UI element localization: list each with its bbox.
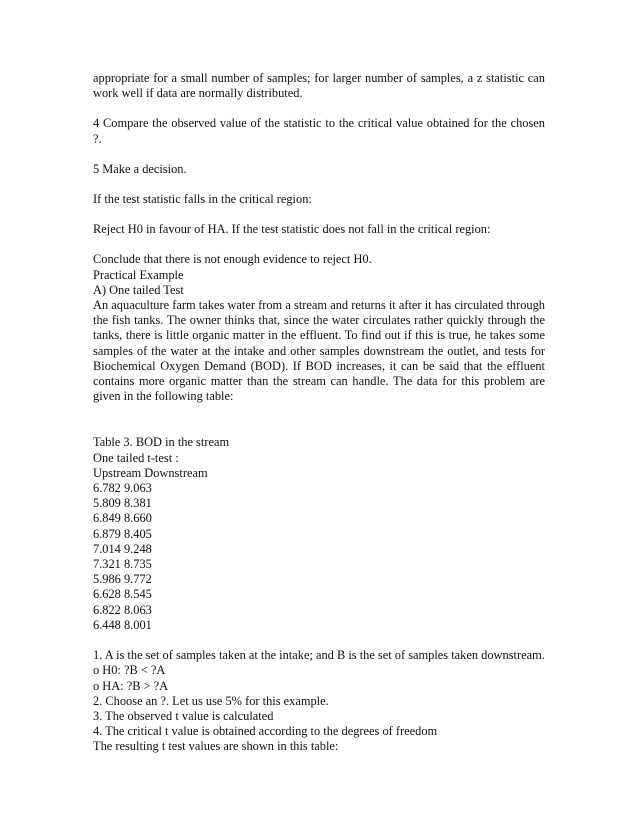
heading-practical-example: Practical Example	[93, 267, 184, 282]
null-hypothesis: o H0: ?B < ?A	[93, 663, 166, 678]
paragraph-intro: appropriate for a small number of samples; for larger number of samples, a z statistic can work well if data are normally distributed.	[93, 71, 545, 101]
step-4-critical-t: 4. The critical t value is obtained according to the degrees of freedom	[93, 724, 438, 739]
paragraph-critical-region: If the test statistic falls in the critical region:	[93, 192, 312, 207]
table-row: 5.809 8.381	[93, 496, 152, 511]
paragraph-step-4: 4 Compare the observed value of the statistic to the critical value obtained for the chosen ?.	[93, 116, 545, 146]
table-row: 6.782 9.063	[93, 481, 152, 496]
step-2-alpha: 2. Choose an ?. Let us use 5% for this example.	[93, 693, 329, 708]
table-row: 7.321 8.735	[93, 557, 152, 572]
step-1-definition: 1. A is the set of samples taken at the intake; and B is the set of samples taken downstream.	[93, 648, 545, 663]
table-row: 7.014 9.248	[93, 541, 152, 556]
table-subtitle: One tailed t-test :	[93, 450, 179, 465]
document-page	[93, 71, 545, 755]
bod-table	[93, 435, 545, 633]
paragraph-aquaculture: An aquaculture farm takes water from a stream and returns it after it has circulated through the fish tanks. The owner thinks that, since the water circulates rather quickly through the tanks, there is little organic matter in the effluent. To find out if this is true, he takes some samples of the water at the intake and other samples downstream the outlet, and tests for Biochemical Oxygen Demand (BOD). If BOD increases, it can be said that the effluent contains more organic matter than the stream can handle. The data for this problem are given in the following table:	[93, 298, 545, 404]
paragraph-conclude: Conclude that there is not enough evidence to reject H0.	[93, 252, 372, 267]
table-row: 6.822 8.063	[93, 602, 152, 617]
table-header: Upstream Downstream	[93, 465, 208, 480]
table-caption: Table 3. BOD in the stream	[93, 435, 230, 450]
table-row: 5.986 9.772	[93, 572, 152, 587]
step-3-observed-t: 3. The observed t value is calculated	[93, 708, 274, 723]
table-row: 6.849 8.660	[93, 511, 152, 526]
alternative-hypothesis: o HA: ?B > ?A	[93, 678, 169, 693]
heading-one-tailed-test: A) One tailed Test	[93, 282, 184, 297]
table-row: 6.448 8.001	[93, 617, 152, 632]
paragraph-step-5: 5 Make a decision.	[93, 161, 187, 176]
table-row: 6.879 8.405	[93, 526, 152, 541]
table-row: 6.628 8.545	[93, 587, 152, 602]
paragraph-reject: Reject H0 in favour of HA. If the test statistic does not fall in the critical region:	[93, 222, 491, 237]
results-intro: The resulting t test values are shown in this table:	[93, 739, 339, 754]
